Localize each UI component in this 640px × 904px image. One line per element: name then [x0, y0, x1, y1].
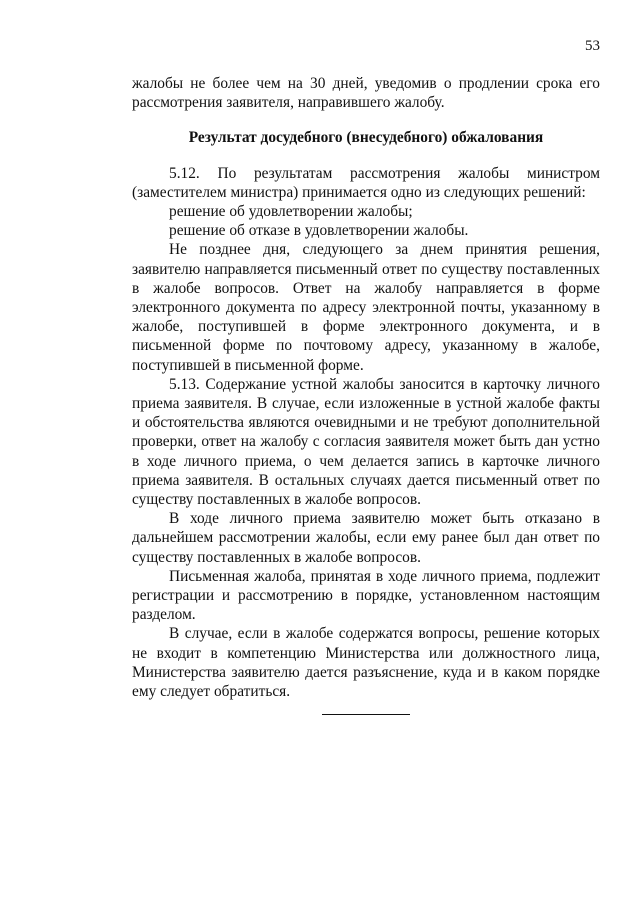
paragraph-response-delivery: Не позднее дня, следующего за днем принятия решения, заявителю направляется письменный ответ по существу поставленных в жалобе вопросов. Ответ на жалобу направляется в форме электронного документа по адресу электронной почты, указанному в жалобе, поступившей в форме электронного документа, и в письменной форме по почтовому адресу, указанному в жалобе, поступившей в письменной форме.	[132, 241, 600, 374]
decision-option-refuse: решение об отказе в удовлетворении жалобы.	[169, 222, 469, 240]
paragraph-5-12: 5.12. По результатам рассмотрения жалобы министром (заместителем министра) принимается одно из следующих решений:	[132, 164, 600, 201]
document-body	[132, 74, 600, 715]
page-number: 53	[585, 38, 600, 54]
paragraph-competence: В случае, если в жалобе содержатся вопросы, решение которых не входит в компетенцию Министерства или должностного лица, Министерства заявителю дается разъяснение, куда и в каком порядке ему следует обратиться.	[132, 625, 600, 701]
paragraph-continuation: жалобы не более чем на 30 дней, уведомив о продлении срока его рассмотрения заявителя, направившего жалобу.	[132, 75, 600, 112]
paragraph-written-complaint: Письменная жалоба, принятая в ходе личного приема, подлежит регистрации и рассмотрению в порядке, установленном настоящим разделом.	[132, 567, 600, 624]
paragraph-5-13: 5.13. Содержание устной жалобы заносится в карточку личного приема заявителя. В случае, если изложенные в устной жалобе факты и обстоятельства являются очевидными и не требуют дополнительной проверки, ответ на жалобу с согласия заявителя может быть дан устно в ходе личного приема, о чем делается запись в карточке личного приема заявителя. В остальных случаях дается письменный ответ по существу поставленных в жалобе вопросов.	[132, 375, 600, 509]
section-heading: Результат досудебного (внесудебного) обжалования	[188, 129, 544, 147]
closing-rule	[322, 714, 410, 715]
paragraph-refusal: В ходе личного приема заявителю может быть отказано в дальнейшем рассмотрении жалобы, если ему ранее был дан ответ по существу поставленных в жалобе вопросов.	[132, 510, 600, 566]
decision-option-satisfy: решение об удовлетворении жалобы;	[169, 203, 413, 221]
